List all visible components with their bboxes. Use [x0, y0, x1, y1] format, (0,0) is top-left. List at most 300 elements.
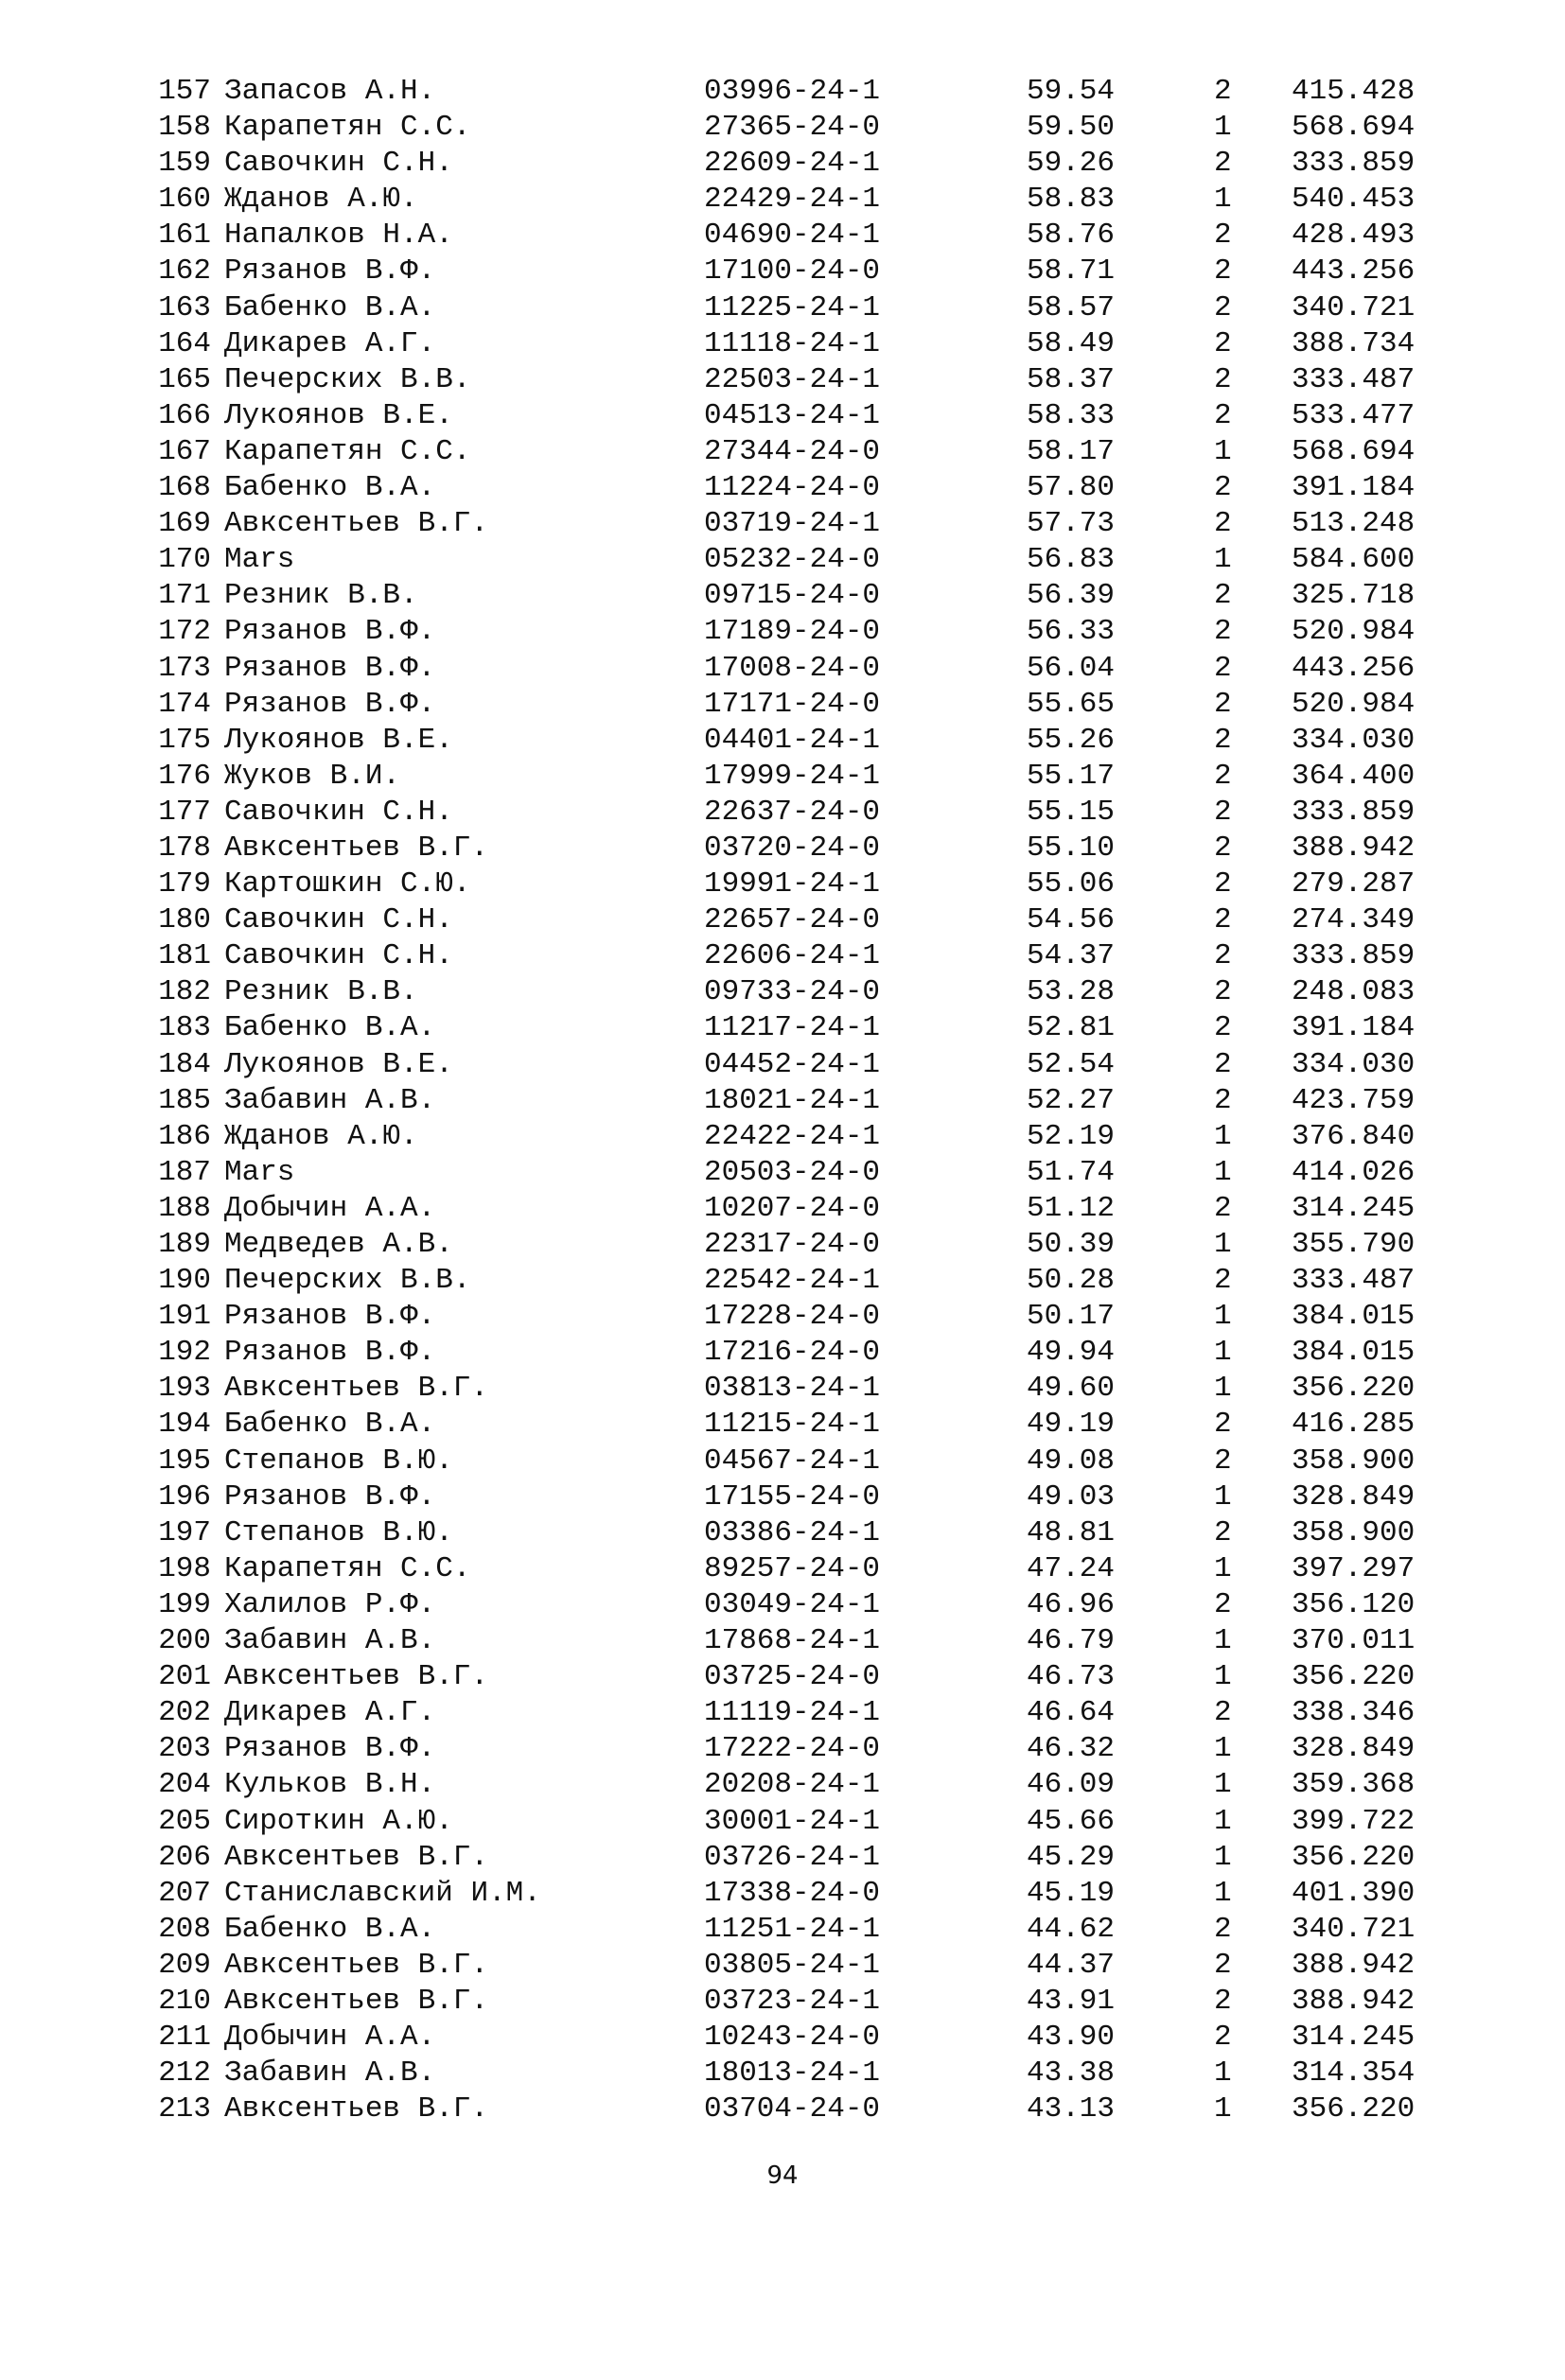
value-cell: 416.285 — [1292, 1408, 1416, 1442]
score-cell: 51.12 — [1027, 1191, 1116, 1225]
name-cell: Рязанов В.Ф. — [224, 1732, 436, 1766]
name-cell: Запасов А.Н. — [224, 75, 436, 108]
table-row — [0, 1010, 1565, 1046]
code-cell: 11251-24-1 — [704, 1912, 881, 1946]
score-cell: 52.19 — [1027, 1119, 1116, 1153]
code-cell: 22657-24-0 — [704, 903, 881, 937]
value-cell: 533.477 — [1292, 398, 1416, 432]
class-cell: 2 — [1214, 579, 1232, 613]
table-row — [0, 1479, 1565, 1515]
table-row — [0, 1659, 1565, 1695]
rank-cell: 172 — [158, 615, 211, 649]
class-cell: 2 — [1214, 1191, 1232, 1225]
class-cell: 1 — [1214, 2092, 1232, 2126]
value-cell: 370.011 — [1292, 1624, 1416, 1658]
score-cell: 50.39 — [1027, 1228, 1116, 1261]
value-cell: 364.400 — [1292, 759, 1416, 793]
score-cell: 44.37 — [1027, 1948, 1116, 1982]
code-cell: 03813-24-1 — [704, 1372, 881, 1406]
rank-cell: 185 — [158, 1083, 211, 1117]
score-cell: 49.08 — [1027, 1444, 1116, 1478]
name-cell: Забавин А.В. — [224, 1083, 436, 1117]
code-cell: 17189-24-0 — [704, 615, 881, 649]
score-cell: 46.73 — [1027, 1660, 1116, 1694]
value-cell: 358.900 — [1292, 1515, 1416, 1549]
value-cell: 356.220 — [1292, 1660, 1416, 1694]
code-cell: 03720-24-0 — [704, 831, 881, 865]
code-cell: 03704-24-0 — [704, 2092, 881, 2126]
code-cell: 17999-24-1 — [704, 759, 881, 793]
code-cell: 17216-24-0 — [704, 1336, 881, 1370]
score-cell: 51.74 — [1027, 1155, 1116, 1189]
table-row — [0, 795, 1565, 831]
table-row — [0, 146, 1565, 182]
rank-cell: 184 — [158, 1047, 211, 1081]
table-row — [0, 1119, 1565, 1155]
value-cell: 333.487 — [1292, 1264, 1416, 1298]
name-cell: Авксентьев В.Г. — [224, 831, 489, 865]
rank-cell: 190 — [158, 1264, 211, 1298]
value-cell: 520.984 — [1292, 687, 1416, 721]
code-cell: 17171-24-0 — [704, 687, 881, 721]
name-cell: Кульков В.Н. — [224, 1768, 436, 1802]
value-cell: 333.487 — [1292, 362, 1416, 396]
value-cell: 356.120 — [1292, 1587, 1416, 1621]
name-cell: Резник В.В. — [224, 975, 418, 1009]
value-cell: 401.390 — [1292, 1876, 1416, 1910]
code-cell: 09733-24-0 — [704, 975, 881, 1009]
rank-cell: 192 — [158, 1336, 211, 1370]
rank-cell: 205 — [158, 1804, 211, 1838]
class-cell: 1 — [1214, 1876, 1232, 1910]
name-cell: Жданов А.Ю. — [224, 1119, 418, 1153]
name-cell: Рязанов В.Ф. — [224, 1300, 436, 1334]
name-cell: Забавин А.В. — [224, 1624, 436, 1658]
code-cell: 03996-24-1 — [704, 75, 881, 108]
rank-cell: 210 — [158, 1984, 211, 2018]
code-cell: 17222-24-0 — [704, 1732, 881, 1766]
class-cell: 1 — [1214, 1732, 1232, 1766]
code-cell: 17008-24-0 — [704, 651, 881, 685]
table-row — [0, 1587, 1565, 1623]
class-cell: 1 — [1214, 1300, 1232, 1334]
value-cell: 359.368 — [1292, 1768, 1416, 1802]
value-cell: 391.184 — [1292, 1011, 1416, 1045]
code-cell: 11118-24-1 — [704, 326, 881, 360]
value-cell: 314.354 — [1292, 2056, 1416, 2091]
class-cell: 1 — [1214, 111, 1232, 145]
rank-cell: 161 — [158, 219, 211, 253]
code-cell: 03386-24-1 — [704, 1515, 881, 1549]
class-cell: 2 — [1214, 1948, 1232, 1982]
code-cell: 05232-24-0 — [704, 543, 881, 577]
name-cell: Сироткин А.Ю. — [224, 1804, 453, 1838]
score-cell: 58.17 — [1027, 434, 1116, 468]
score-cell: 58.49 — [1027, 326, 1116, 360]
rank-cell: 168 — [158, 471, 211, 505]
code-cell: 22609-24-1 — [704, 147, 881, 181]
value-cell: 248.083 — [1292, 975, 1416, 1009]
name-cell: Бабенко В.А. — [224, 290, 436, 324]
score-cell: 45.29 — [1027, 1840, 1116, 1874]
value-cell: 334.030 — [1292, 1047, 1416, 1081]
name-cell: Карапетян С.С. — [224, 1551, 471, 1585]
class-cell: 2 — [1214, 831, 1232, 865]
value-cell: 391.184 — [1292, 471, 1416, 505]
score-cell: 43.38 — [1027, 2056, 1116, 2091]
rank-cell: 176 — [158, 759, 211, 793]
name-cell: Савочкин С.Н. — [224, 795, 453, 829]
score-cell: 50.17 — [1027, 1300, 1116, 1334]
score-cell: 46.32 — [1027, 1732, 1116, 1766]
name-cell: Авксентьев В.Г. — [224, 1984, 489, 2018]
name-cell: Бабенко В.А. — [224, 1011, 436, 1045]
score-cell: 59.54 — [1027, 75, 1116, 108]
score-cell: 49.19 — [1027, 1408, 1116, 1442]
code-cell: 03725-24-0 — [704, 1660, 881, 1694]
rank-cell: 209 — [158, 1948, 211, 1982]
score-cell: 56.04 — [1027, 651, 1116, 685]
name-cell: Савочкин С.Н. — [224, 939, 453, 973]
table-row — [0, 2091, 1565, 2127]
table-row — [0, 1984, 1565, 2020]
class-cell: 2 — [1214, 1912, 1232, 1946]
rank-cell: 206 — [158, 1840, 211, 1874]
table-row — [0, 542, 1565, 578]
code-cell: 03049-24-1 — [704, 1587, 881, 1621]
name-cell: Бабенко В.А. — [224, 1912, 436, 1946]
name-cell: Степанов В.Ю. — [224, 1515, 453, 1549]
name-cell: Печерских В.В. — [224, 362, 471, 396]
name-cell: Резник В.В. — [224, 579, 418, 613]
score-cell: 46.64 — [1027, 1696, 1116, 1730]
rank-cell: 199 — [158, 1587, 211, 1621]
score-cell: 58.83 — [1027, 183, 1116, 217]
table-row — [0, 110, 1565, 146]
code-cell: 11215-24-1 — [704, 1408, 881, 1442]
name-cell: Станиславский И.М. — [224, 1876, 541, 1910]
class-cell: 2 — [1214, 1011, 1232, 1045]
score-cell: 49.94 — [1027, 1336, 1116, 1370]
value-cell: 513.248 — [1292, 507, 1416, 541]
code-cell: 22422-24-1 — [704, 1119, 881, 1153]
code-cell: 19991-24-1 — [704, 867, 881, 901]
name-cell: Добычин А.А. — [224, 2021, 436, 2055]
score-cell: 45.19 — [1027, 1876, 1116, 1910]
table-row — [0, 614, 1565, 650]
value-cell: 340.721 — [1292, 290, 1416, 324]
class-cell: 1 — [1214, 434, 1232, 468]
value-cell: 333.859 — [1292, 147, 1416, 181]
score-cell: 48.81 — [1027, 1515, 1116, 1549]
table-row — [0, 362, 1565, 398]
class-cell: 1 — [1214, 543, 1232, 577]
score-cell: 55.65 — [1027, 687, 1116, 721]
value-cell: 443.256 — [1292, 651, 1416, 685]
rank-cell: 203 — [158, 1732, 211, 1766]
name-cell: Жданов А.Ю. — [224, 183, 418, 217]
code-cell: 22637-24-0 — [704, 795, 881, 829]
score-cell: 54.37 — [1027, 939, 1116, 973]
code-cell: 04513-24-1 — [704, 398, 881, 432]
class-cell: 2 — [1214, 1515, 1232, 1549]
score-cell: 46.09 — [1027, 1768, 1116, 1802]
rank-cell: 187 — [158, 1155, 211, 1189]
rank-cell: 182 — [158, 975, 211, 1009]
value-cell: 355.790 — [1292, 1228, 1416, 1261]
name-cell: Авксентьев В.Г. — [224, 1660, 489, 1694]
class-cell: 2 — [1214, 939, 1232, 973]
value-cell: 356.220 — [1292, 1372, 1416, 1406]
rank-cell: 213 — [158, 2092, 211, 2126]
class-cell: 2 — [1214, 867, 1232, 901]
table-row — [0, 1804, 1565, 1840]
table-row — [0, 1407, 1565, 1443]
value-cell: 568.694 — [1292, 111, 1416, 145]
class-cell: 2 — [1214, 75, 1232, 108]
code-cell: 17338-24-0 — [704, 1876, 881, 1910]
score-cell: 46.96 — [1027, 1587, 1116, 1621]
name-cell: Карапетян С.С. — [224, 434, 471, 468]
table-row — [0, 326, 1565, 362]
name-cell: Дикарев А.Г. — [224, 326, 436, 360]
code-cell: 17155-24-0 — [704, 1479, 881, 1514]
value-cell: 328.849 — [1292, 1479, 1416, 1514]
value-cell: 356.220 — [1292, 2092, 1416, 2126]
table-row — [0, 470, 1565, 506]
class-cell: 2 — [1214, 398, 1232, 432]
class-cell: 2 — [1214, 362, 1232, 396]
class-cell: 2 — [1214, 759, 1232, 793]
class-cell: 1 — [1214, 1479, 1232, 1514]
code-cell: 04567-24-1 — [704, 1444, 881, 1478]
code-cell: 11217-24-1 — [704, 1011, 881, 1045]
name-cell: Жуков В.И. — [224, 759, 401, 793]
rank-cell: 195 — [158, 1444, 211, 1478]
class-cell: 1 — [1214, 1372, 1232, 1406]
name-cell: Бабенко В.А. — [224, 471, 436, 505]
rank-cell: 208 — [158, 1912, 211, 1946]
score-cell: 55.17 — [1027, 759, 1116, 793]
value-cell: 328.849 — [1292, 1732, 1416, 1766]
rank-cell: 193 — [158, 1372, 211, 1406]
score-cell: 43.90 — [1027, 2021, 1116, 2055]
score-cell: 59.26 — [1027, 147, 1116, 181]
value-cell: 340.721 — [1292, 1912, 1416, 1946]
rank-cell: 211 — [158, 2021, 211, 2055]
score-cell: 58.37 — [1027, 362, 1116, 396]
class-cell: 2 — [1214, 1047, 1232, 1081]
name-cell: Авксентьев В.Г. — [224, 507, 489, 541]
code-cell: 03723-24-1 — [704, 1984, 881, 2018]
rank-cell: 170 — [158, 543, 211, 577]
value-cell: 274.349 — [1292, 903, 1416, 937]
name-cell: Лукоянов В.Е. — [224, 398, 453, 432]
table-row — [0, 938, 1565, 974]
rank-cell: 173 — [158, 651, 211, 685]
score-cell: 56.83 — [1027, 543, 1116, 577]
table-row — [0, 1191, 1565, 1227]
rank-cell: 207 — [158, 1876, 211, 1910]
class-cell: 1 — [1214, 1768, 1232, 1802]
code-cell: 11224-24-0 — [704, 471, 881, 505]
code-cell: 20503-24-0 — [704, 1155, 881, 1189]
score-cell: 58.57 — [1027, 290, 1116, 324]
code-cell: 17868-24-1 — [704, 1624, 881, 1658]
name-cell: Халилов Р.Ф. — [224, 1587, 436, 1621]
value-cell: 415.428 — [1292, 75, 1416, 108]
name-cell: Напалков Н.А. — [224, 219, 453, 253]
class-cell: 2 — [1214, 1984, 1232, 2018]
code-cell: 22606-24-1 — [704, 939, 881, 973]
score-cell: 59.50 — [1027, 111, 1116, 145]
rank-cell: 166 — [158, 398, 211, 432]
name-cell: Рязанов В.Ф. — [224, 254, 436, 289]
table-row — [0, 434, 1565, 470]
value-cell: 423.759 — [1292, 1083, 1416, 1117]
score-cell: 52.27 — [1027, 1083, 1116, 1117]
class-cell: 2 — [1214, 219, 1232, 253]
rank-cell: 159 — [158, 147, 211, 181]
code-cell: 27365-24-0 — [704, 111, 881, 145]
rank-cell: 171 — [158, 579, 211, 613]
class-cell: 2 — [1214, 723, 1232, 757]
rank-cell: 183 — [158, 1011, 211, 1045]
table-row — [0, 398, 1565, 434]
score-cell: 55.15 — [1027, 795, 1116, 829]
score-cell: 55.26 — [1027, 723, 1116, 757]
name-cell: Картошкин С.Ю. — [224, 867, 471, 901]
score-cell: 57.80 — [1027, 471, 1116, 505]
class-cell: 2 — [1214, 507, 1232, 541]
table-row — [0, 506, 1565, 542]
name-cell: Рязанов В.Ф. — [224, 651, 436, 685]
class-cell: 1 — [1214, 2056, 1232, 2091]
name-cell: Рязанов В.Ф. — [224, 615, 436, 649]
rank-cell: 201 — [158, 1660, 211, 1694]
value-cell: 356.220 — [1292, 1840, 1416, 1874]
value-cell: 338.346 — [1292, 1696, 1416, 1730]
table-row — [0, 74, 1565, 110]
rank-cell: 164 — [158, 326, 211, 360]
name-cell: Забавин А.В. — [224, 2056, 436, 2091]
score-cell: 56.33 — [1027, 615, 1116, 649]
score-cell: 43.13 — [1027, 2092, 1116, 2126]
rank-cell: 200 — [158, 1624, 211, 1658]
code-cell: 11119-24-1 — [704, 1696, 881, 1730]
value-cell: 568.694 — [1292, 434, 1416, 468]
name-cell: Авксентьев В.Г. — [224, 1948, 489, 1982]
class-cell: 1 — [1214, 1660, 1232, 1694]
name-cell: Mars — [224, 543, 295, 577]
table-row — [0, 759, 1565, 795]
class-cell: 1 — [1214, 1155, 1232, 1189]
score-cell: 46.79 — [1027, 1624, 1116, 1658]
value-cell: 376.840 — [1292, 1119, 1416, 1153]
class-cell: 1 — [1214, 1840, 1232, 1874]
name-cell: Рязанов В.Ф. — [224, 1336, 436, 1370]
score-cell: 45.66 — [1027, 1804, 1116, 1838]
code-cell: 10243-24-0 — [704, 2021, 881, 2055]
score-cell: 44.62 — [1027, 1912, 1116, 1946]
rank-cell: 194 — [158, 1408, 211, 1442]
rank-cell: 174 — [158, 687, 211, 721]
rank-cell: 162 — [158, 254, 211, 289]
class-cell: 2 — [1214, 290, 1232, 324]
name-cell: Авксентьев В.Г. — [224, 1372, 489, 1406]
class-cell: 1 — [1214, 1804, 1232, 1838]
name-cell: Авксентьев В.Г. — [224, 1840, 489, 1874]
value-cell: 333.859 — [1292, 939, 1416, 973]
code-cell: 17100-24-0 — [704, 254, 881, 289]
rank-cell: 178 — [158, 831, 211, 865]
code-cell: 09715-24-0 — [704, 579, 881, 613]
score-cell: 58.76 — [1027, 219, 1116, 253]
table-row — [0, 1515, 1565, 1551]
score-cell: 55.10 — [1027, 831, 1116, 865]
name-cell: Савочкин С.Н. — [224, 903, 453, 937]
table-row — [0, 1876, 1565, 1912]
table-row — [0, 2020, 1565, 2056]
score-cell: 54.56 — [1027, 903, 1116, 937]
code-cell: 18021-24-1 — [704, 1083, 881, 1117]
table-row — [0, 1371, 1565, 1407]
class-cell: 1 — [1214, 1624, 1232, 1658]
table-row — [0, 1948, 1565, 1984]
value-cell: 334.030 — [1292, 723, 1416, 757]
table-row — [0, 1912, 1565, 1948]
score-cell: 47.24 — [1027, 1551, 1116, 1585]
table-row — [0, 2056, 1565, 2091]
value-cell: 358.900 — [1292, 1444, 1416, 1478]
class-cell: 2 — [1214, 975, 1232, 1009]
class-cell: 2 — [1214, 471, 1232, 505]
score-cell: 58.33 — [1027, 398, 1116, 432]
table-row — [0, 218, 1565, 254]
table-row — [0, 1731, 1565, 1767]
class-cell: 2 — [1214, 1587, 1232, 1621]
rank-cell: 179 — [158, 867, 211, 901]
code-cell: 04401-24-1 — [704, 723, 881, 757]
table-row — [0, 1444, 1565, 1479]
rank-cell: 181 — [158, 939, 211, 973]
rank-cell: 202 — [158, 1696, 211, 1730]
class-cell: 1 — [1214, 1119, 1232, 1153]
class-cell: 2 — [1214, 1696, 1232, 1730]
value-cell: 388.942 — [1292, 831, 1416, 865]
table-row — [0, 578, 1565, 614]
class-cell: 1 — [1214, 1551, 1232, 1585]
class-cell: 2 — [1214, 795, 1232, 829]
table-row — [0, 866, 1565, 902]
value-cell: 388.734 — [1292, 326, 1416, 360]
class-cell: 2 — [1214, 1264, 1232, 1298]
rank-cell: 157 — [158, 75, 211, 108]
class-cell: 2 — [1214, 1444, 1232, 1478]
score-cell: 57.73 — [1027, 507, 1116, 541]
value-cell: 388.942 — [1292, 1948, 1416, 1982]
name-cell: Рязанов В.Ф. — [224, 1479, 436, 1514]
rank-cell: 180 — [158, 903, 211, 937]
table-row — [0, 1623, 1565, 1659]
class-cell: 2 — [1214, 615, 1232, 649]
value-cell: 388.942 — [1292, 1984, 1416, 2018]
class-cell: 1 — [1214, 1228, 1232, 1261]
class-cell: 2 — [1214, 2021, 1232, 2055]
code-cell: 22429-24-1 — [704, 183, 881, 217]
rank-cell: 212 — [158, 2056, 211, 2091]
value-cell: 584.600 — [1292, 543, 1416, 577]
